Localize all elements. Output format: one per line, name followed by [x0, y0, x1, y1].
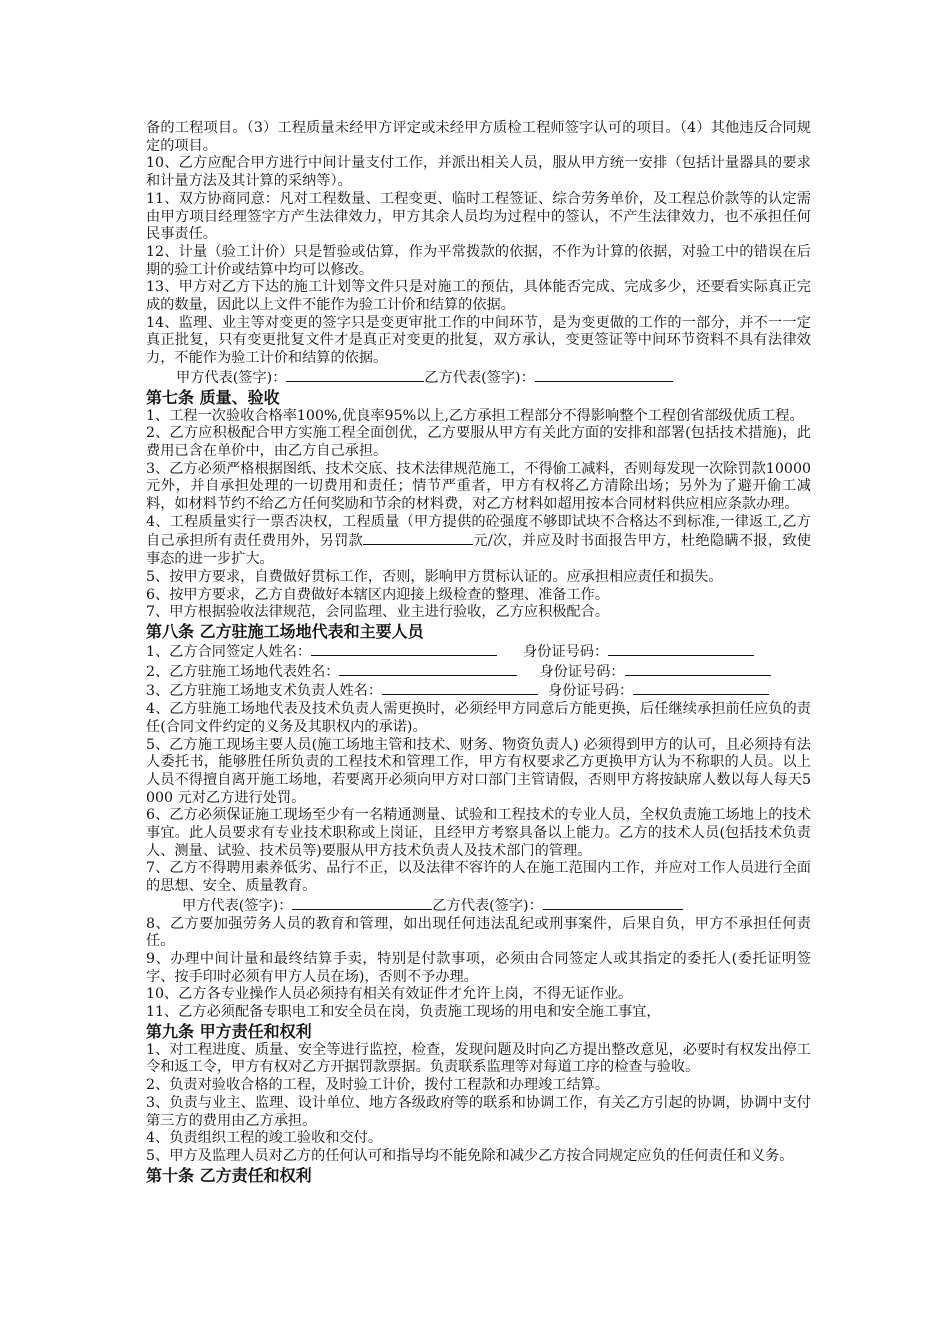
- signature-line-1: [146, 368, 811, 388]
- article-8-item-8: 8、乙方要加强劳务人员的教育和管理，如出现任何违法乱纪或刑事案件，后果自负，甲方不承担任何责任。: [146, 915, 811, 950]
- site-rep-id-blank[interactable]: [625, 662, 771, 676]
- signer-id-blank[interactable]: [608, 642, 754, 656]
- intro-paragraph-11: 11、双方协商同意：凡对工程数量、工程变更、临时工程签证、综合劳务单价，及工程总价款等的认定需由甲方项目经理签字方产生法律效力，甲方其余人员均为过程中的签认，不产生法律效力，也不承担任何民事责任。: [146, 190, 811, 243]
- article-7-item-1: 1、工程一次验收合格率100%,优良率95%以上,乙方承担工程部分不得影响整个工程创省部级优质工程。: [146, 407, 804, 424]
- article-9-item-2: 2、负责对验收合格的工程，及时验工计价，拨付工程款和办理竣工结算。: [146, 1077, 610, 1094]
- article-9-item-3: 3、负责与业主、监理、设计单位、地方各级政府等的联系和协调工作，有关乙方引起的协调，协调中支付第三方的费用由乙方承担。: [146, 1094, 811, 1129]
- party-a-signature-label-2: 甲方代表(签字)：: [182, 897, 293, 914]
- article-8-item-9: 9、办理中间计量和最终结算手卖，特别是付款事项，必须由合同签定人或其指定的委托人(委托证明签字、按手印时必须有甲方人员在场)，否则不予办理。: [146, 950, 811, 985]
- article-7-item-3: 3、乙方必须严格根据图纸、技术交底、技术法律规范施工，不得偷工减料，否则每发现一次除罚款10000 元外，并自承担处理的一切费用和责任；情节严重者，甲方有权将乙方清除出场；另外为了避开偷工减料，如材料节约不给乙方任何奖励和节余的材料费，对乙方材料如超用按本合同材料供应相应条款办理。: [146, 460, 811, 513]
- tech-lead-id-blank[interactable]: [633, 681, 769, 695]
- fine-amount-blank[interactable]: [363, 531, 473, 545]
- party-a-signature-blank[interactable]: [286, 368, 424, 382]
- article-7-item-4-text-b: 元/次，并应及时书面报告甲方，杜绝隐瞒不报，致使事态的进一步扩大。: [146, 533, 811, 568]
- article-7-heading: 第七条 质量、验收: [146, 387, 280, 407]
- site-rep-name-blank[interactable]: [339, 662, 517, 676]
- article-8-item-10: 10、乙方各专业操作人员必须持有相关有效证件才允许上岗，不得无证作业。: [146, 986, 633, 1003]
- party-a-signature-blank-2[interactable]: [292, 896, 432, 910]
- site-rep-id-label: 身份证号码：: [539, 663, 625, 680]
- article-9-heading: 第九条 甲方责任和权利: [146, 1021, 312, 1041]
- signer-name-label: 1、乙方合同签定人姓名：: [146, 643, 312, 660]
- intro-paragraph-10: 10、乙方应配合甲方进行中间计量支付工作，并派出相关人员，服从甲方统一安排（包括计量器具的要求和计量方法及其计算的采纳等）。: [146, 155, 811, 190]
- article-7-item-6: 6、按甲方要求，乙方自费做好本辖区内迎接上级检查的整理、准备工作。: [146, 586, 610, 603]
- article-9-item-5: 5、甲方及监理人员对乙方的任何认可和指导均不能免除和减少乙方按合同规定应负的任何责任和义务。: [146, 1147, 794, 1164]
- article-9-item-4: 4、负责组织工程的竣工验收和交付。: [146, 1130, 383, 1147]
- article-7-item-7: 7、甲方根据验收法律规范，会同监理、业主进行验收，乙方应积极配合。: [146, 604, 610, 621]
- article-7-item-4-text-a: 4、工程质量实行一票否决权，工程质量（甲方提供的砼强度不够即试块不合格达不到标准,一律返工,乙方自己承担所有责任费用外，另罚款: [146, 513, 811, 550]
- tech-lead-name-label: 3、乙方驻施工场地支术负责人姓名：: [146, 683, 383, 700]
- article-9-item-1: 1、对工程进度、质量、安全等进行监控，检查，发现问题及时向乙方提出整改意见，必要时有权发出停工令和返工令，甲方有权对乙方开据罚款票据。负责联系监理等对每道工序的检查与验收。: [146, 1041, 811, 1076]
- party-a-signature-label: 甲方代表(签字)：: [176, 369, 287, 386]
- article-7-item-4: [146, 514, 811, 569]
- intro-paragraph-12: 12、计量（验工计价）只是暂验或估算，作为平常拨款的依据，不作为计算的依据，对验工中的错误在后期的验工计价或结算中均可以修改。: [146, 243, 811, 278]
- article-8-item-5: 5、乙方施工现场主要人员(施工场地主管和技术、财务、物资负责人) 必须得到甲方的认可，且必须持有法人委托书，能够胜任所负责的工程技术和管理工作，甲方有权要求乙方更换甲方认为不称职的人员。以上人员不得擅自离开施工场地，若要离开必须向甲方对口部门主管请假，否则甲方将按缺席人数以每人每天5000 元对乙方进行处罚。: [146, 736, 811, 806]
- intro-paragraph-13: 13、甲方对乙方下达的施工计划等文件只是对施工的预估，具体能否完成、完成多少，还要看实际真正完成的数量，因此以上文件不能作为验工计价和结算的依据。: [146, 279, 811, 314]
- party-b-signature-blank[interactable]: [535, 368, 673, 382]
- site-rep-name-label: 2、乙方驻施工场地代表姓名：: [146, 663, 340, 680]
- article-7-item-5: 5、按甲方要求，自费做好贯标工作，否则，影响甲方贯标认证的。应承担相应责任和损失。: [146, 568, 723, 585]
- article-8-item-11: 11、乙方必须配备专职电工和安全员在岗，负责施工现场的用电和安全施工事宜，: [146, 1004, 661, 1021]
- tech-lead-name-blank[interactable]: [382, 681, 538, 695]
- article-7-item-2: 2、乙方应积极配合甲方实施工程全面创优，乙方要服从甲方有关此方面的安排和部署(包括技术措施)，此费用已含在单价中，由乙方自己承担。: [146, 425, 811, 459]
- signer-name-blank[interactable]: [311, 642, 497, 656]
- article-8-item-7: 7、乙方不得聘用素养低劣、品行不正，以及法律不容许的人在施工范围内工作，并应对工作人员进行全面的思想、安全、质量教育。: [146, 860, 811, 895]
- intro-paragraph-14: 14、监理、业主等对变更的签字只是变更审批工作的中间环节，是为变更做的工作的一部分，并不一一定真正批复，只有变更批复文件才是真正对变更的批复，双方承认，变更签证等中间环节资料不具有法律效力，不能作为验工计价和结算的依据。: [146, 314, 811, 367]
- article-8-line-3: [146, 681, 811, 701]
- party-b-signature-label-2: 乙方代表(签字)：: [432, 897, 543, 914]
- signature-line-2: [146, 896, 811, 916]
- tech-lead-id-label: 身份证号码：: [548, 683, 634, 700]
- contract-document: [146, 120, 811, 1186]
- party-b-signature-label: 乙方代表(签字)：: [424, 369, 535, 386]
- party-b-signature-blank-2[interactable]: [543, 896, 683, 910]
- intro-paragraph-1: 备的工程项目。（3）工程质量未经甲方评定或未经甲方质检工程师签字认可的项目。（4）其他违反合同规定的项目。: [146, 120, 811, 154]
- signer-id-label: 身份证号码：: [523, 643, 609, 660]
- article-8-item-6: 6、乙方必须保证施工现场至少有一名精通测量、试验和工程技术的专业人员，全权负责施工场地上的技术事宜。此人员要求有专业技术职称或上岗证，且经甲方考察具备以上能力。乙方的技术人员(包括技术负责人、测量、试验、技术员等)要服从甲方技术负责人及技术部门的管理。: [146, 807, 811, 859]
- article-8-line-1: [146, 642, 811, 662]
- article-10-heading: 第十条 乙方责任和权利: [146, 1165, 312, 1185]
- article-8-heading: 第八条 乙方驻施工场地代表和主要人员: [146, 621, 424, 641]
- article-8-line-2: [146, 662, 811, 682]
- article-8-item-4: 4、乙方驻施工场地代表及技术负责人需更换时，必须经甲方同意后方能更换，后任继续承担前任应负的责任(合同文件约定的义务及其职权内的承诺)。: [146, 701, 811, 735]
